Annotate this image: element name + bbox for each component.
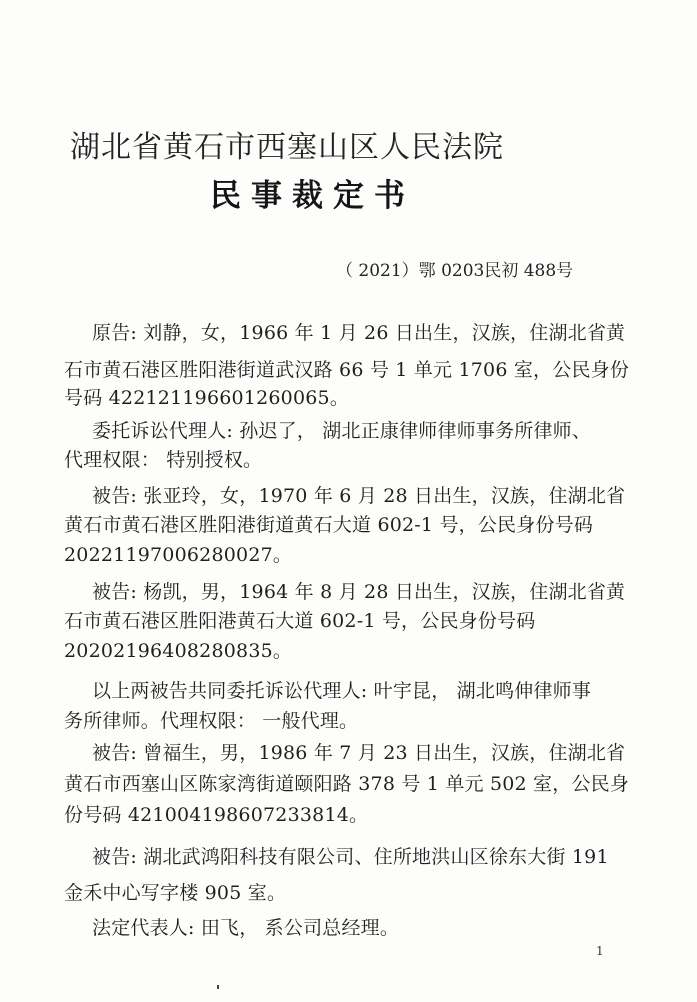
paragraph-line: 原告: 刘静，女，1966 年 1 月 26 日出生，汉族，住湖北省黄	[92, 322, 626, 344]
paragraph-line: 被告: 杨凯，男，1964 年 8 月 28 日出生，汉族，住湖北省黄	[92, 581, 626, 603]
page-number: 1	[596, 944, 604, 958]
court-name: 湖北省黄石市西塞山区人民法院	[70, 130, 504, 165]
document-title: 民事裁定书	[210, 178, 415, 214]
paragraph-line: 被告: 曾福生，男，1986 年 7 月 23 日出生，汉族，住湖北省	[92, 742, 626, 764]
paragraph-line: 份号码 421004198607233814。	[64, 804, 369, 826]
scan-mark	[217, 985, 219, 989]
paragraph-line: 法定代表人: 田飞， 系公司总经理。	[92, 917, 400, 939]
paragraph-line: 以上两被告共同委托诉讼代理人: 叶宇昆， 湖北鸣伸律师事	[92, 680, 592, 702]
paragraph-line: 20221197006280027。	[64, 544, 293, 566]
paragraph-line: 被告: 湖北武鸿阳科技有限公司、住所地洪山区徐东大街 191	[92, 846, 609, 868]
case-number: （ 2021）鄂 0203民初 488号	[336, 261, 574, 281]
paragraph-line: 石市黄石港区胜阳港街道武汉路 66 号 1 单元 1706 室，公民身份	[64, 359, 630, 381]
paragraph-line: 黄石市西塞山区陈家湾街道颐阳路 378 号 1 单元 502 室，公民身	[64, 773, 630, 795]
paragraph-line: 石市黄石港区胜阳港黄石大道 602-1 号，公民身份号码	[64, 610, 536, 632]
paragraph-line: 黄石市黄石港区胜阳港街道黄石大道 602-1 号，公民身份号码	[64, 514, 594, 536]
paragraph-line: 被告: 张亚玲，女，1970 年 6 月 28 日出生，汉族，住湖北省	[92, 485, 626, 507]
paragraph-line: 20202196408280835。	[64, 640, 293, 662]
paragraph-line: 金禾中心写字楼 905 室。	[64, 882, 287, 904]
paragraph-line: 委托诉讼代理人: 孙迟了， 湖北正康律师律师事务所律师、	[92, 420, 592, 442]
paragraph-line: 务所律师。代理权限： 一般代理。	[64, 710, 359, 732]
paragraph-line: 号码 422121196601260065。	[64, 387, 350, 409]
paragraph-line: 代理权限： 特别授权。	[64, 449, 263, 471]
